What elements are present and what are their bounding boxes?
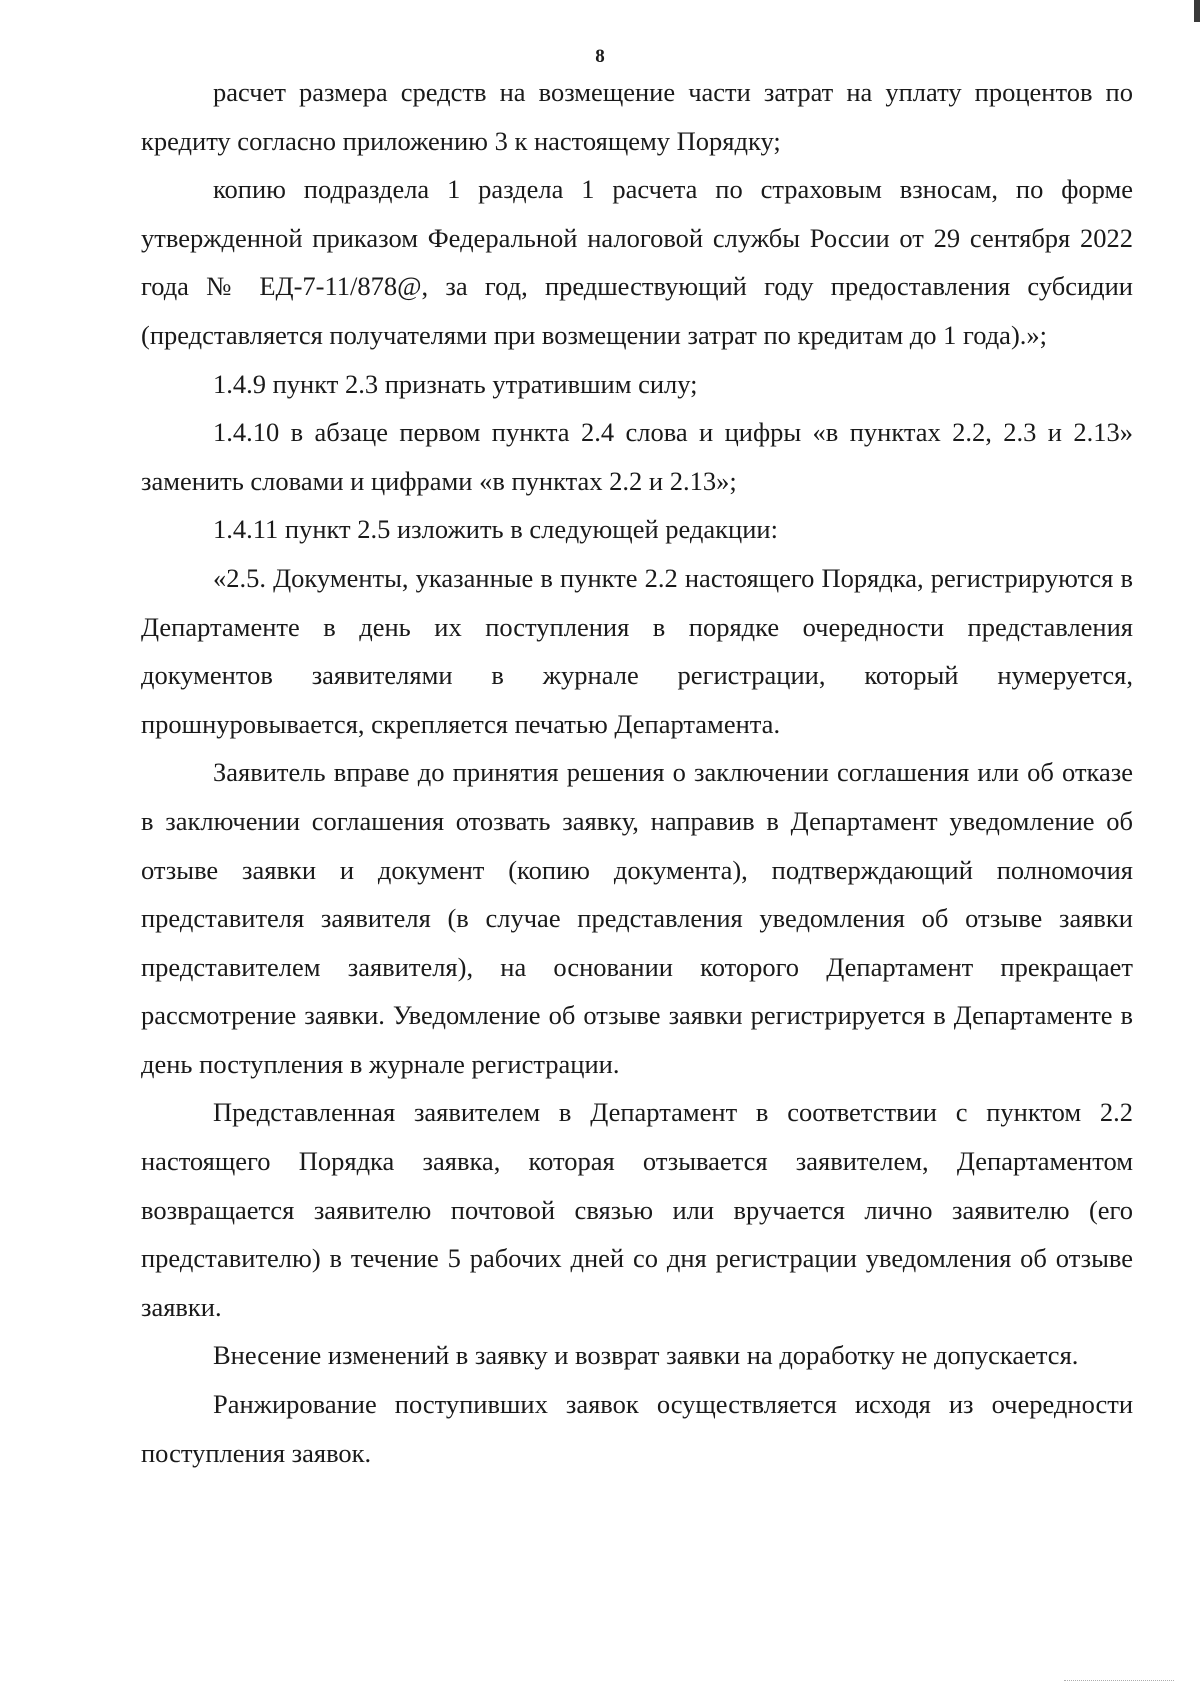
paragraph: Ранжирование поступивших заявок осуществляется исходя из очередности поступления заявок. bbox=[141, 1389, 1133, 1468]
paragraph: 1.4.11 пункт 2.5 изложить в следующей редакции: bbox=[213, 514, 778, 545]
paragraph: «2.5. Документы, указанные в пункте 2.2 настоящего Порядка, регистрируются в Департаменте в день их поступления в порядке очередности представления документов заявителями в журнале регистрации, который нумеруется, прошнуровывается, скрепляется печатью Департамента. bbox=[141, 562, 1133, 739]
scan-artifact bbox=[1064, 1680, 1174, 1695]
paragraph: 1.4.10 в абзаце первом пункта 2.4 слова и цифры «в пунктах 2.2, 2.3 и 2.13» заменить словами и цифрами «в пунктах 2.2 и 2.13»; bbox=[141, 417, 1133, 496]
paragraph: Представленная заявителем в Департамент в соответствии с пунктом 2.2 настоящего Порядка заявка, которая отзывается заявителем, Департаментом возвращается заявителю почтовой связью или вручается лично заявителю (его представителю) в течение 5 рабочих дней со дня регистрации уведомления об отзыве заявки. bbox=[141, 1097, 1133, 1322]
scan-edge-mark bbox=[1194, 0, 1200, 22]
paragraph: копию подраздела 1 раздела 1 расчета по страховым взносам, по форме утвержденной приказом Федеральной налоговой службы России от 29 сентября 2022 года № ЕД-7-11/878@, за год, предшествующий году предоставления субсидии (представляется получателями при возмещении затрат по кредитам до 1 года).»; bbox=[141, 174, 1133, 350]
paragraph: Внесение изменений в заявку и возврат заявки на доработку не допускается. bbox=[213, 1340, 1079, 1371]
paragraph: 1.4.9 пункт 2.3 признать утратившим силу; bbox=[213, 368, 698, 399]
paragraph: расчет размера средств на возмещение части затрат на уплату процентов по кредиту согласно приложению 3 к настоящему Порядку; bbox=[141, 77, 1133, 156]
document-body bbox=[141, 68, 1133, 1477]
paragraph: Заявитель вправе до принятия решения о заключении соглашения или об отказе в заключении соглашения отозвать заявку, направив в Департамент уведомление об отзыве заявки и документ (копию документа), подтверждающий полномочия представителя заявителя (в случае представления уведомления об отзыве заявки представителем заявителя), на основании которого Департамент прекращает рассмотрение заявки. Уведомление об отзыве заявки регистрируется в Департаменте в день поступления в журнале регистрации. bbox=[141, 757, 1133, 1079]
page-number: 8 bbox=[595, 46, 605, 67]
